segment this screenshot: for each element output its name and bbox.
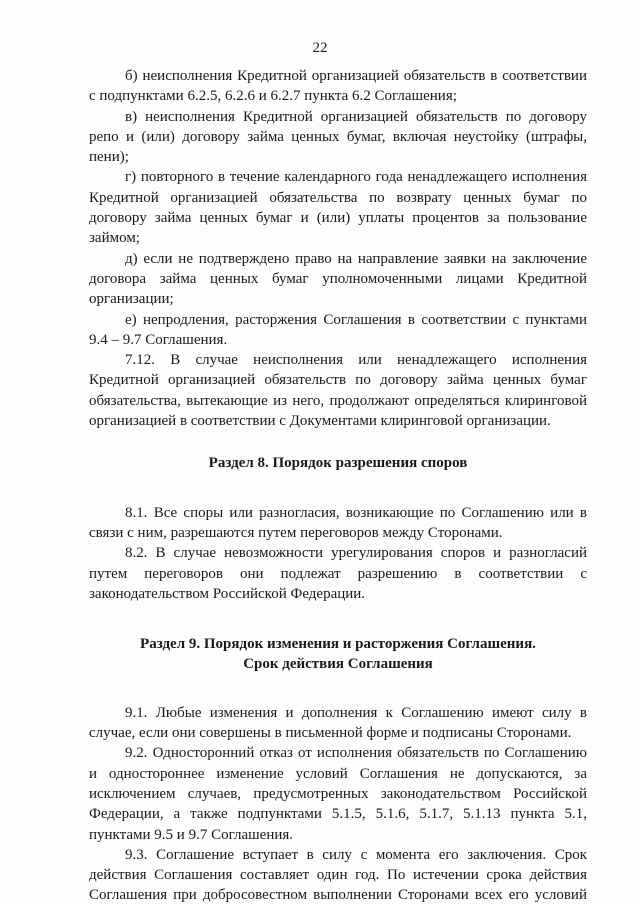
paragraph-7-12: 7.12. В случае неисполнения или ненадлежащего исполнения Кредитной организацией обязательств по договору займа ценных бумаг обязательства, вытекающие из него, продолжают определяться клиринговой организацией в соответствии с Документами клиринговой организации. bbox=[89, 352, 587, 430]
paragraph-8-2: 8.2. В случае невозможности урегулирования споров и разногласий путем переговоров они подлежат разрешению в соответствии с законодательством Российской Федерации. bbox=[89, 545, 587, 602]
paragraph-g: г) повторного в течение календарного года ненадлежащего исполнения Кредитной организацией обязательства по возврату ценных бумаг по договору займа ценных бумаг и (или) уплаты процентов за пользование займом; bbox=[89, 169, 587, 247]
paragraph-b: б) неисполнения Кредитной организацией обязательств в соответствии с подпунктами 6.2.5, 6.2.6 и 6.2.7 пункта 6.2 Соглашения; bbox=[89, 68, 587, 105]
paragraph-9-2: 9.2. Односторонний отказ от исполнения обязательств по Соглашению и одностороннее изменение условий Соглашения не допускаются, за исключением случаев, предусмотренных законодательством Российской Федерации, а также подпунктами 5.1.5, 5.1.6, 5.1.7, 5.1.13 пункта 5.1, пунктами 9.5 и 9.7 Соглашения. bbox=[89, 745, 587, 843]
paragraph-9-3: 9.3. Соглашение вступает в силу с момента его заключения. Срок действия Соглашения составляет один год. По истечении срока действия Соглашения при добросовестном выполнении Сторонами всех его условий bbox=[89, 846, 587, 904]
section-8-heading: Раздел 8. Порядок разрешения споров bbox=[208, 455, 468, 472]
paragraph-9-1: 9.1. Любые изменения и дополнения к Соглашению имеют силу в случае, если они совершены в письменной форме и подписаны Сторонами. bbox=[89, 704, 587, 742]
paragraph-e: е) непродления, расторжения Соглашения в соответствии с пунктами 9.4 – 9.7 Соглашения. bbox=[89, 311, 587, 348]
document-body bbox=[89, 66, 587, 906]
section-9-heading-line1: Раздел 9. Порядок изменения и расторжения Соглашения. bbox=[140, 636, 536, 653]
paragraph-8-1: 8.1. Все споры или разногласия, возникающие по Соглашению или в связи с ним, разрешаются путем переговоров между Сторонами. bbox=[89, 504, 587, 541]
section-9-heading-line2: Срок действия Соглашения bbox=[243, 656, 433, 673]
paragraph-v: в) неисполнения Кредитной организацией обязательств по договору репо и (или) договору займа ценных бумаг, включая неустойку (штрафы, пени); bbox=[89, 108, 587, 166]
paragraph-d: д) если не подтверждено право на направление заявки на заключение договора займа ценных бумаг уполномоченными лицами Кредитной организации; bbox=[89, 250, 587, 308]
page-number: 22 bbox=[312, 40, 328, 56]
